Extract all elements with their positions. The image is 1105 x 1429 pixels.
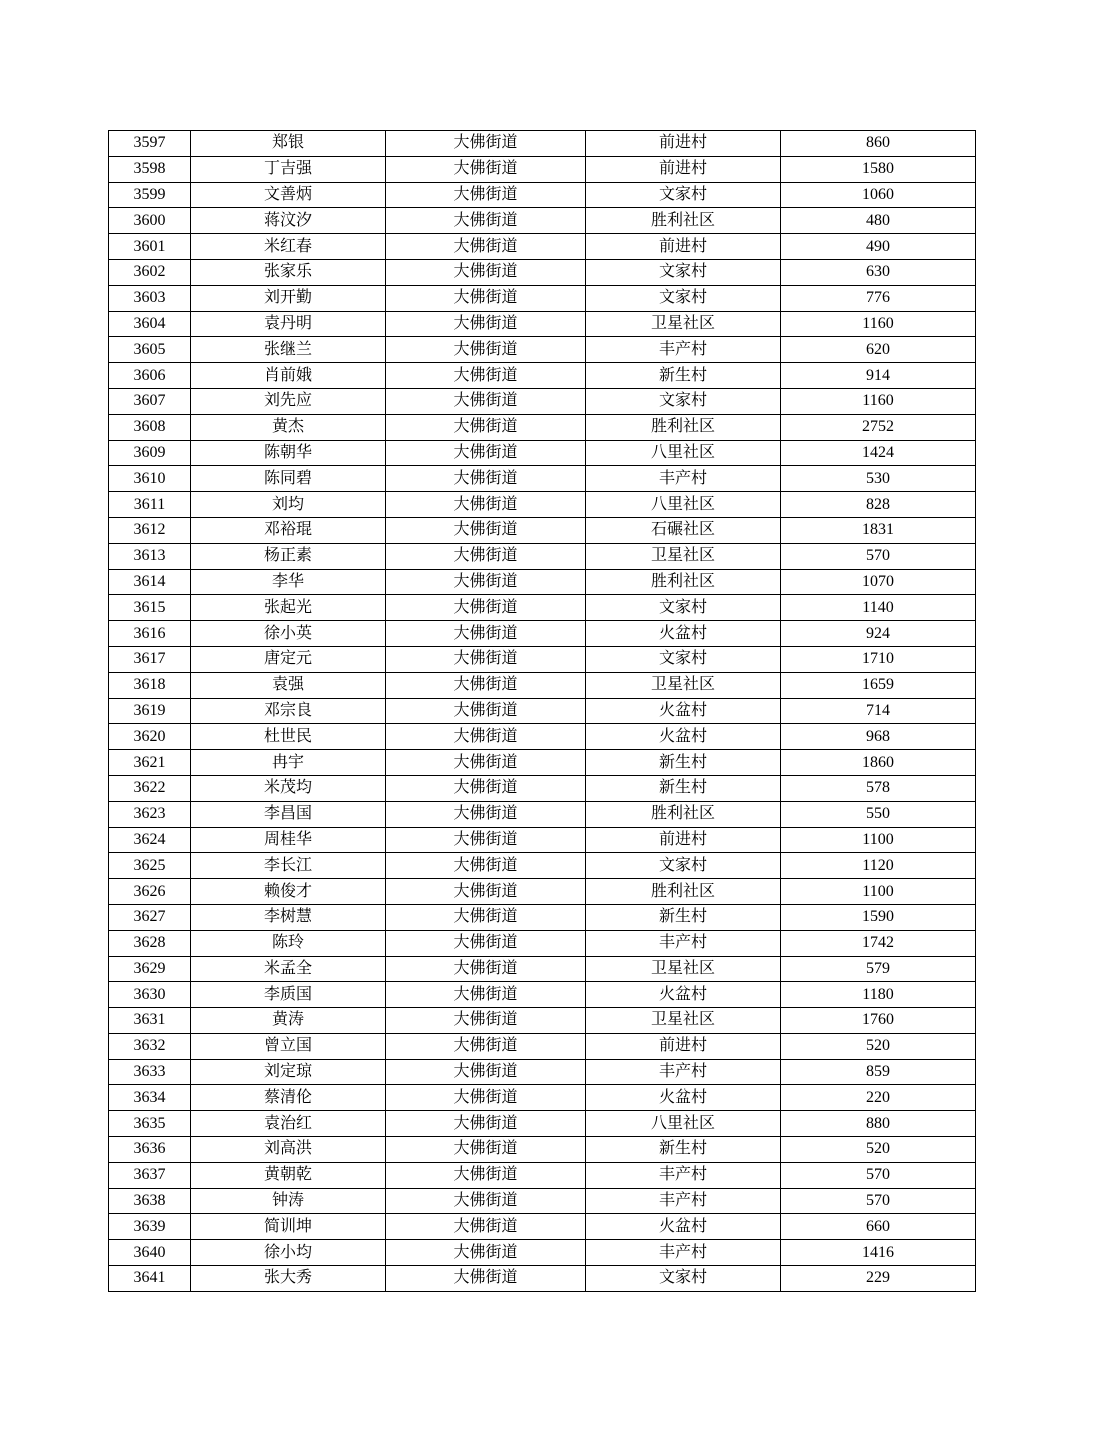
- table-cell-street: 大佛街道: [386, 414, 586, 440]
- table-cell-id: 3608: [109, 414, 191, 440]
- table-row: [109, 1188, 976, 1214]
- table-row: [109, 440, 976, 466]
- table-cell-name: 曾立国: [191, 1033, 386, 1059]
- table-cell-village: 火盆村: [586, 982, 781, 1008]
- table-cell-village: 卫星社区: [586, 956, 781, 982]
- table-cell-village: 丰产村: [586, 1162, 781, 1188]
- table-row: [109, 466, 976, 492]
- table-cell-amount: 480: [781, 208, 976, 234]
- table-cell-id: 3636: [109, 1137, 191, 1163]
- table-row: [109, 1059, 976, 1085]
- table-cell-id: 3606: [109, 363, 191, 389]
- table-cell-id: 3609: [109, 440, 191, 466]
- table-cell-street: 大佛街道: [386, 363, 586, 389]
- table-cell-name: 郑银: [191, 131, 386, 157]
- table-cell-street: 大佛街道: [386, 259, 586, 285]
- table-cell-name: 杨正素: [191, 543, 386, 569]
- table-cell-amount: 714: [781, 698, 976, 724]
- table-cell-name: 张起光: [191, 595, 386, 621]
- table-cell-id: 3629: [109, 956, 191, 982]
- table-cell-street: 大佛街道: [386, 879, 586, 905]
- table-cell-amount: 776: [781, 285, 976, 311]
- table-cell-name: 肖前娥: [191, 363, 386, 389]
- table-row: [109, 414, 976, 440]
- table-cell-name: 刘开勤: [191, 285, 386, 311]
- table-cell-id: 3613: [109, 543, 191, 569]
- table-row: [109, 492, 976, 518]
- table-cell-village: 新生村: [586, 904, 781, 930]
- table-row: [109, 595, 976, 621]
- table-cell-name: 袁强: [191, 672, 386, 698]
- table-cell-amount: 1416: [781, 1240, 976, 1266]
- table-cell-name: 蔡清伦: [191, 1085, 386, 1111]
- table-cell-amount: 828: [781, 492, 976, 518]
- table-cell-street: 大佛街道: [386, 595, 586, 621]
- table-row: [109, 801, 976, 827]
- table-cell-street: 大佛街道: [386, 853, 586, 879]
- table-row: [109, 827, 976, 853]
- table-cell-name: 冉宇: [191, 750, 386, 776]
- records-table: [108, 130, 976, 1292]
- table-cell-amount: 578: [781, 775, 976, 801]
- table-cell-amount: 570: [781, 1188, 976, 1214]
- table-cell-village: 新生村: [586, 750, 781, 776]
- table-cell-street: 大佛街道: [386, 440, 586, 466]
- table-cell-amount: 1100: [781, 879, 976, 905]
- table-cell-village: 胜利社区: [586, 414, 781, 440]
- table-cell-village: 新生村: [586, 775, 781, 801]
- table-cell-amount: 880: [781, 1111, 976, 1137]
- table-cell-id: 3607: [109, 388, 191, 414]
- table-cell-amount: 550: [781, 801, 976, 827]
- table-row: [109, 543, 976, 569]
- table-row: [109, 1111, 976, 1137]
- table-cell-street: 大佛街道: [386, 1266, 586, 1292]
- table-cell-village: 文家村: [586, 853, 781, 879]
- table-cell-village: 文家村: [586, 1266, 781, 1292]
- table-cell-street: 大佛街道: [386, 543, 586, 569]
- table-cell-village: 文家村: [586, 388, 781, 414]
- table-cell-street: 大佛街道: [386, 388, 586, 414]
- table-cell-village: 胜利社区: [586, 801, 781, 827]
- table-row: [109, 285, 976, 311]
- table-row: [109, 672, 976, 698]
- table-cell-village: 丰产村: [586, 1188, 781, 1214]
- table-row: [109, 879, 976, 905]
- table-cell-name: 陈玲: [191, 930, 386, 956]
- table-cell-id: 3610: [109, 466, 191, 492]
- table-row: [109, 208, 976, 234]
- table-cell-village: 石碾社区: [586, 517, 781, 543]
- table-cell-street: 大佛街道: [386, 1214, 586, 1240]
- table-cell-street: 大佛街道: [386, 1085, 586, 1111]
- table-cell-amount: 860: [781, 131, 976, 157]
- table-cell-name: 李树慧: [191, 904, 386, 930]
- table-cell-street: 大佛街道: [386, 337, 586, 363]
- table-cell-id: 3611: [109, 492, 191, 518]
- table-cell-village: 文家村: [586, 595, 781, 621]
- table-cell-id: 3612: [109, 517, 191, 543]
- table-row: [109, 853, 976, 879]
- table-cell-amount: 2752: [781, 414, 976, 440]
- table-cell-name: 文善炳: [191, 182, 386, 208]
- table-cell-amount: 660: [781, 1214, 976, 1240]
- table-cell-name: 米红春: [191, 234, 386, 260]
- table-cell-village: 丰产村: [586, 337, 781, 363]
- table-row: [109, 982, 976, 1008]
- table-cell-amount: 1120: [781, 853, 976, 879]
- table-cell-village: 新生村: [586, 363, 781, 389]
- table-cell-street: 大佛街道: [386, 182, 586, 208]
- table-cell-village: 卫星社区: [586, 1008, 781, 1034]
- table-cell-id: 3627: [109, 904, 191, 930]
- table-cell-id: 3625: [109, 853, 191, 879]
- table-row: [109, 1240, 976, 1266]
- table-cell-village: 八里社区: [586, 1111, 781, 1137]
- table-cell-village: 前进村: [586, 156, 781, 182]
- table-cell-name: 米孟全: [191, 956, 386, 982]
- table-cell-id: 3618: [109, 672, 191, 698]
- table-cell-amount: 1659: [781, 672, 976, 698]
- table-cell-street: 大佛街道: [386, 466, 586, 492]
- table-cell-id: 3605: [109, 337, 191, 363]
- table-cell-street: 大佛街道: [386, 982, 586, 1008]
- table-cell-name: 徐小均: [191, 1240, 386, 1266]
- table-cell-street: 大佛街道: [386, 956, 586, 982]
- table-cell-id: 3619: [109, 698, 191, 724]
- table-cell-amount: 220: [781, 1085, 976, 1111]
- table-cell-amount: 630: [781, 259, 976, 285]
- table-cell-id: 3637: [109, 1162, 191, 1188]
- table-cell-name: 陈同碧: [191, 466, 386, 492]
- table-cell-name: 李长江: [191, 853, 386, 879]
- table-row: [109, 750, 976, 776]
- records-table-body: [109, 131, 976, 1292]
- table-cell-name: 张继兰: [191, 337, 386, 363]
- table-cell-amount: 1424: [781, 440, 976, 466]
- table-cell-amount: 1710: [781, 646, 976, 672]
- table-cell-id: 3622: [109, 775, 191, 801]
- table-cell-street: 大佛街道: [386, 724, 586, 750]
- table-cell-street: 大佛街道: [386, 621, 586, 647]
- table-row: [109, 182, 976, 208]
- table-row: [109, 1137, 976, 1163]
- table-cell-village: 文家村: [586, 646, 781, 672]
- table-cell-name: 黄朝乾: [191, 1162, 386, 1188]
- table-cell-street: 大佛街道: [386, 156, 586, 182]
- table-cell-amount: 859: [781, 1059, 976, 1085]
- table-cell-id: 3616: [109, 621, 191, 647]
- table-cell-amount: 520: [781, 1033, 976, 1059]
- table-cell-street: 大佛街道: [386, 646, 586, 672]
- table-row: [109, 956, 976, 982]
- table-cell-id: 3604: [109, 311, 191, 337]
- table-cell-name: 袁治红: [191, 1111, 386, 1137]
- table-cell-village: 胜利社区: [586, 569, 781, 595]
- table-cell-id: 3628: [109, 930, 191, 956]
- table-cell-street: 大佛街道: [386, 827, 586, 853]
- table-cell-street: 大佛街道: [386, 930, 586, 956]
- table-cell-street: 大佛街道: [386, 904, 586, 930]
- table-cell-id: 3617: [109, 646, 191, 672]
- table-cell-id: 3638: [109, 1188, 191, 1214]
- table-row: [109, 775, 976, 801]
- table-cell-village: 丰产村: [586, 1240, 781, 1266]
- table-cell-name: 黄杰: [191, 414, 386, 440]
- table-row: [109, 698, 976, 724]
- table-cell-street: 大佛街道: [386, 1008, 586, 1034]
- table-cell-village: 卫星社区: [586, 672, 781, 698]
- table-cell-amount: 1100: [781, 827, 976, 853]
- table-cell-id: 3600: [109, 208, 191, 234]
- table-cell-name: 钟涛: [191, 1188, 386, 1214]
- table-cell-id: 3631: [109, 1008, 191, 1034]
- table-cell-village: 文家村: [586, 285, 781, 311]
- table-cell-street: 大佛街道: [386, 672, 586, 698]
- table-row: [109, 234, 976, 260]
- table-row: [109, 724, 976, 750]
- table-cell-street: 大佛街道: [386, 208, 586, 234]
- table-cell-amount: 1760: [781, 1008, 976, 1034]
- table-cell-amount: 1070: [781, 569, 976, 595]
- table-cell-amount: 490: [781, 234, 976, 260]
- table-cell-name: 张家乐: [191, 259, 386, 285]
- table-cell-village: 火盆村: [586, 1085, 781, 1111]
- table-cell-amount: 968: [781, 724, 976, 750]
- table-row: [109, 569, 976, 595]
- table-cell-amount: 924: [781, 621, 976, 647]
- table-cell-name: 刘高洪: [191, 1137, 386, 1163]
- table-cell-street: 大佛街道: [386, 1162, 586, 1188]
- table-row: [109, 1214, 976, 1240]
- table-cell-id: 3599: [109, 182, 191, 208]
- table-row: [109, 1162, 976, 1188]
- table-cell-amount: 620: [781, 337, 976, 363]
- table-cell-amount: 570: [781, 543, 976, 569]
- table-cell-amount: 914: [781, 363, 976, 389]
- table-cell-village: 文家村: [586, 182, 781, 208]
- table-cell-name: 米茂均: [191, 775, 386, 801]
- table-cell-name: 黄涛: [191, 1008, 386, 1034]
- table-cell-id: 3602: [109, 259, 191, 285]
- table-cell-village: 胜利社区: [586, 879, 781, 905]
- table-row: [109, 1008, 976, 1034]
- table-row: [109, 646, 976, 672]
- table-cell-amount: 1580: [781, 156, 976, 182]
- table-row: [109, 156, 976, 182]
- table-cell-name: 周桂华: [191, 827, 386, 853]
- table-cell-street: 大佛街道: [386, 492, 586, 518]
- table-cell-village: 八里社区: [586, 440, 781, 466]
- table-cell-village: 火盆村: [586, 621, 781, 647]
- table-row: [109, 930, 976, 956]
- table-cell-village: 丰产村: [586, 930, 781, 956]
- table-cell-amount: 1140: [781, 595, 976, 621]
- table-cell-name: 徐小英: [191, 621, 386, 647]
- table-cell-amount: 1160: [781, 388, 976, 414]
- table-cell-amount: 520: [781, 1137, 976, 1163]
- table-row: [109, 131, 976, 157]
- table-cell-street: 大佛街道: [386, 1111, 586, 1137]
- table-cell-village: 丰产村: [586, 466, 781, 492]
- table-cell-amount: 1742: [781, 930, 976, 956]
- table-cell-street: 大佛街道: [386, 1059, 586, 1085]
- table-cell-amount: 1860: [781, 750, 976, 776]
- table-cell-village: 前进村: [586, 131, 781, 157]
- table-cell-street: 大佛街道: [386, 801, 586, 827]
- table-cell-amount: 570: [781, 1162, 976, 1188]
- table-cell-village: 卫星社区: [586, 543, 781, 569]
- table-cell-id: 3632: [109, 1033, 191, 1059]
- table-cell-id: 3626: [109, 879, 191, 905]
- table-cell-id: 3639: [109, 1214, 191, 1240]
- table-cell-name: 刘先应: [191, 388, 386, 414]
- table-cell-street: 大佛街道: [386, 750, 586, 776]
- table-cell-id: 3630: [109, 982, 191, 1008]
- table-cell-village: 火盆村: [586, 724, 781, 750]
- table-cell-village: 新生村: [586, 1137, 781, 1163]
- table-cell-village: 八里社区: [586, 492, 781, 518]
- table-row: [109, 311, 976, 337]
- table-cell-id: 3633: [109, 1059, 191, 1085]
- table-row: [109, 1085, 976, 1111]
- table-cell-street: 大佛街道: [386, 234, 586, 260]
- table-row: [109, 621, 976, 647]
- table-cell-amount: 229: [781, 1266, 976, 1292]
- table-row: [109, 517, 976, 543]
- table-row: [109, 363, 976, 389]
- table-cell-amount: 1180: [781, 982, 976, 1008]
- table-cell-name: 杜世民: [191, 724, 386, 750]
- table-cell-name: 张大秀: [191, 1266, 386, 1292]
- table-cell-name: 李华: [191, 569, 386, 595]
- table-row: [109, 1266, 976, 1292]
- table-cell-village: 丰产村: [586, 1059, 781, 1085]
- table-cell-name: 简训坤: [191, 1214, 386, 1240]
- table-cell-village: 火盆村: [586, 698, 781, 724]
- table-cell-id: 3598: [109, 156, 191, 182]
- table-cell-amount: 1590: [781, 904, 976, 930]
- table-cell-name: 邓裕琨: [191, 517, 386, 543]
- table-cell-id: 3601: [109, 234, 191, 260]
- table-cell-id: 3640: [109, 1240, 191, 1266]
- table-cell-village: 前进村: [586, 827, 781, 853]
- table-cell-village: 前进村: [586, 1033, 781, 1059]
- table-cell-village: 卫星社区: [586, 311, 781, 337]
- table-cell-name: 陈朝华: [191, 440, 386, 466]
- table-cell-street: 大佛街道: [386, 517, 586, 543]
- table-cell-street: 大佛街道: [386, 698, 586, 724]
- table-cell-id: 3603: [109, 285, 191, 311]
- table-cell-id: 3614: [109, 569, 191, 595]
- table-cell-name: 李质国: [191, 982, 386, 1008]
- table-row: [109, 904, 976, 930]
- table-cell-name: 丁吉强: [191, 156, 386, 182]
- table-row: [109, 388, 976, 414]
- table-cell-id: 3634: [109, 1085, 191, 1111]
- table-cell-id: 3635: [109, 1111, 191, 1137]
- table-cell-id: 3615: [109, 595, 191, 621]
- table-cell-id: 3597: [109, 131, 191, 157]
- table-cell-village: 胜利社区: [586, 208, 781, 234]
- table-cell-street: 大佛街道: [386, 285, 586, 311]
- table-cell-name: 刘均: [191, 492, 386, 518]
- table-cell-name: 李昌国: [191, 801, 386, 827]
- table-cell-street: 大佛街道: [386, 131, 586, 157]
- table-cell-name: 袁丹明: [191, 311, 386, 337]
- table-cell-id: 3623: [109, 801, 191, 827]
- table-cell-amount: 579: [781, 956, 976, 982]
- table-cell-street: 大佛街道: [386, 1240, 586, 1266]
- table-cell-id: 3641: [109, 1266, 191, 1292]
- table-cell-name: 蒋汶汐: [191, 208, 386, 234]
- table-cell-street: 大佛街道: [386, 569, 586, 595]
- table-cell-street: 大佛街道: [386, 1137, 586, 1163]
- table-cell-amount: 530: [781, 466, 976, 492]
- table-cell-name: 刘定琼: [191, 1059, 386, 1085]
- table-cell-street: 大佛街道: [386, 1188, 586, 1214]
- table-cell-name: 邓宗良: [191, 698, 386, 724]
- table-cell-village: 火盆村: [586, 1214, 781, 1240]
- table-cell-id: 3624: [109, 827, 191, 853]
- table-row: [109, 259, 976, 285]
- table-cell-street: 大佛街道: [386, 1033, 586, 1059]
- table-cell-street: 大佛街道: [386, 775, 586, 801]
- table-cell-amount: 1160: [781, 311, 976, 337]
- table-cell-name: 唐定元: [191, 646, 386, 672]
- table-cell-village: 前进村: [586, 234, 781, 260]
- table-cell-street: 大佛街道: [386, 311, 586, 337]
- table-cell-amount: 1060: [781, 182, 976, 208]
- table-cell-amount: 1831: [781, 517, 976, 543]
- table-cell-village: 文家村: [586, 259, 781, 285]
- table-cell-name: 赖俊才: [191, 879, 386, 905]
- table-cell-id: 3621: [109, 750, 191, 776]
- table-cell-id: 3620: [109, 724, 191, 750]
- table-row: [109, 337, 976, 363]
- table-row: [109, 1033, 976, 1059]
